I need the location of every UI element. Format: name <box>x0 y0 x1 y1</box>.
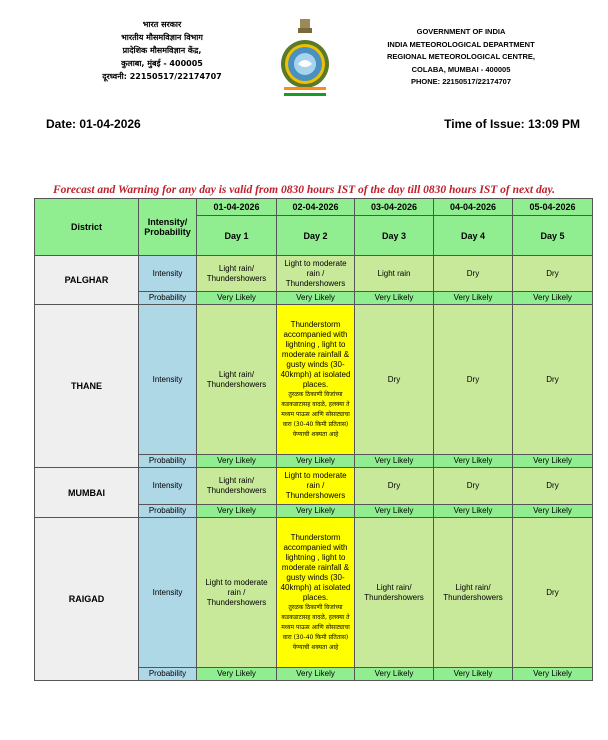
forecast-cell: Dry <box>355 305 434 455</box>
forecast-cell: Light rain/ Thundershowers <box>355 518 434 668</box>
forecast-cell: Dry <box>434 468 513 505</box>
date-header: 03-04-2026 <box>355 199 434 216</box>
forecast-cell: Light rain/ Thundershowers <box>197 256 277 292</box>
forecast-cell-warning <box>277 518 355 668</box>
probability-cell: Very Likely <box>197 292 277 305</box>
header-hindi-line: दूरध्वनी: 22150517/22174707 <box>102 72 222 81</box>
day-header: Day 4 <box>434 216 513 256</box>
probability-cell: Very Likely <box>197 455 277 468</box>
table-header-dates <box>35 199 593 216</box>
forecast-cell: Dry <box>355 468 434 505</box>
date-header: 02-04-2026 <box>277 199 355 216</box>
probability-cell: Very Likely <box>434 505 513 518</box>
probability-cell: Very Likely <box>277 292 355 305</box>
district-palghar: PALGHAR <box>35 256 139 305</box>
forecast-table <box>34 198 593 681</box>
probability-label: Probability <box>139 292 197 305</box>
forecast-cell: Light rain/ Thundershowers <box>197 468 277 505</box>
forecast-cell: Light rain/ Thundershowers <box>197 305 277 455</box>
table-row-mumbai-intensity <box>35 468 593 505</box>
day-header: Day 1 <box>197 216 277 256</box>
probability-cell: Very Likely <box>277 505 355 518</box>
district-raigad: RAIGAD <box>35 518 139 681</box>
district-mumbai: MUMBAI <box>35 468 139 518</box>
probability-cell: Very Likely <box>277 455 355 468</box>
header-english-line: INDIA METEOROLOGICAL DEPARTMENT <box>387 39 535 49</box>
probability-label: Probability <box>139 668 197 681</box>
probability-cell: Very Likely <box>513 292 593 305</box>
forecast-cell: Light to moderate rain / Thundershowers <box>277 468 355 505</box>
table-row-raigad-intensity <box>35 518 593 668</box>
forecast-cell: Dry <box>513 305 593 455</box>
forecast-cell: Light to moderate rain / Thundershowers <box>277 256 355 292</box>
warning-text-marathi: तुरळक ठिकाणी विजांच्या कडकडाटासह वादळे, हलक्या ते मध्यम पाऊस आणि सोसाट्याचा वारा (30-40 किमी प्रतितास) येण्याची शक्यता आहे <box>281 603 350 651</box>
header-hindi-line: प्रादेशिक मौसमविज्ञान केंद्र, <box>122 46 202 55</box>
probability-cell: Very Likely <box>197 668 277 681</box>
intensity-label: Intensity <box>139 518 197 668</box>
forecast-cell: Dry <box>513 468 593 505</box>
table-row-thane-intensity <box>35 305 593 455</box>
header-hindi-line: कुलाबा, मुंबई - 400005 <box>121 59 203 68</box>
day-header: Day 2 <box>277 216 355 256</box>
date-header: 04-04-2026 <box>434 199 513 216</box>
probability-label: Probability <box>139 505 197 518</box>
probability-cell: Very Likely <box>197 505 277 518</box>
forecast-cell: Light rain <box>355 256 434 292</box>
date-header: 05-04-2026 <box>513 199 593 216</box>
header-english-line: GOVERNMENT OF INDIA <box>416 27 506 36</box>
validity-warning: Forecast and Warning for any day is valid from 0830 hours IST of the day till 0830 hours IST of next day. <box>52 184 555 196</box>
header-hindi-line: भारत सरकार <box>142 20 182 29</box>
probability-cell: Very Likely <box>513 668 593 681</box>
probability-cell: Very Likely <box>277 668 355 681</box>
probability-cell: Very Likely <box>355 668 434 681</box>
warning-text-marathi: तुरळक ठिकाणी विजांच्या कडकडाटासह वादळे, हलक्या ते मध्यम पाऊस आणि सोसाट्याचा वारा (30-40 किमी प्रतितास) येण्याची शक्यता आहे <box>281 390 350 438</box>
header-english-line: PHONE: 22150517/22174707 <box>410 77 512 86</box>
warning-text-english: Thunderstorm accompanied with lightning , light to moderate rainfall & gusty winds (30-40kmph) at isolated places. <box>280 532 351 602</box>
forecast-cell: Dry <box>434 305 513 455</box>
probability-cell: Very Likely <box>434 455 513 468</box>
probability-cell: Very Likely <box>355 505 434 518</box>
forecast-cell: Dry <box>513 256 593 292</box>
probability-label: Probability <box>139 455 197 468</box>
header-english-line: REGIONAL METEOROLOGICAL CENTRE, <box>386 52 536 61</box>
forecast-cell: Dry <box>513 518 593 668</box>
intensity-label: Intensity <box>139 256 197 292</box>
header-hindi <box>82 18 242 83</box>
intensity-label: Intensity <box>139 468 197 505</box>
forecast-cell-warning <box>277 305 355 455</box>
header-english <box>372 26 550 89</box>
issue-date: Date: 01-04-2026 <box>46 117 141 131</box>
probability-cell: Very Likely <box>434 668 513 681</box>
column-header-type: Intensity/ Probability <box>139 199 197 256</box>
warning-text-english: Thunderstorm accompanied with lightning , light to moderate rainfall & gusty winds (30-40kmph) at isolated places. <box>280 319 351 389</box>
forecast-cell: Light rain/ Thundershowers <box>434 518 513 668</box>
probability-cell: Very Likely <box>513 505 593 518</box>
header-english-line: COLABA, MUMBAI - 400005 <box>411 64 511 74</box>
probability-cell: Very Likely <box>513 455 593 468</box>
table-row-palghar-intensity <box>35 256 593 292</box>
probability-cell: Very Likely <box>355 455 434 468</box>
header-hindi-line: भारतीय मौसमविज्ञान विभाग <box>121 33 203 42</box>
probability-cell: Very Likely <box>355 292 434 305</box>
column-header-district: District <box>35 199 139 256</box>
forecast-cell: Light to moderate rain / Thundershowers <box>197 518 277 668</box>
day-header: Day 5 <box>513 216 593 256</box>
issue-time: Time of Issue: 13:09 PM <box>444 117 580 131</box>
day-header: Day 3 <box>355 216 434 256</box>
forecast-cell: Dry <box>434 256 513 292</box>
probability-cell: Very Likely <box>434 292 513 305</box>
imd-emblem-logo <box>276 18 334 98</box>
intensity-label: Intensity <box>139 305 197 455</box>
date-header: 01-04-2026 <box>197 199 277 216</box>
district-thane: THANE <box>35 305 139 468</box>
